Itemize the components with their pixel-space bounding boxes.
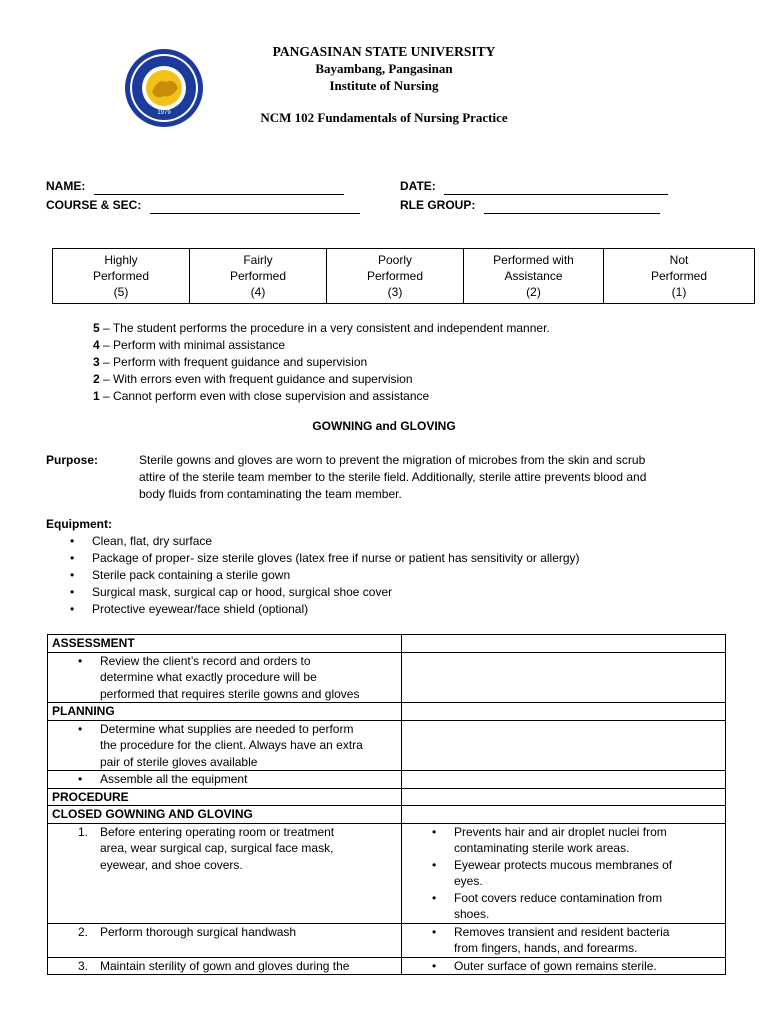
equipment-item: • Protective eyewear/face shield (optional) (46, 601, 580, 618)
purpose-line: attire of the sterile team member to the sterile field. Additionally, sterile attire prevents blood and (139, 470, 647, 484)
step-line: determine what exactly procedure will be (100, 670, 317, 684)
rating-cell-2 (464, 249, 604, 304)
empty-cell (402, 635, 726, 653)
rating-text: Performed (229, 269, 287, 283)
scale-legend (93, 320, 550, 405)
scale-number: 3 (93, 355, 100, 369)
rating-score: (3) (387, 285, 403, 299)
planning-step (48, 771, 402, 789)
rating-text: Not (669, 253, 689, 267)
rating-score: (4) (250, 285, 266, 299)
rationale-line: contaminating sterile work areas. (454, 841, 630, 855)
step-number: 1. (78, 824, 89, 839)
scale-item (93, 337, 550, 354)
course-line[interactable] (150, 201, 360, 214)
assessment-heading: ASSESSMENT (48, 635, 402, 653)
institute-name: Institute of Nursing (329, 78, 439, 93)
rationale-line: • Removes transient and resident bacteria (454, 924, 670, 939)
assessment-step (48, 652, 402, 703)
rationale-item: • Outer surface of gown remains sterile. (406, 958, 721, 975)
rating-cell-1 (604, 249, 755, 304)
step-number: 2. (78, 924, 89, 939)
name-label: NAME: (46, 179, 86, 193)
numbered-item (52, 924, 397, 941)
date-field[interactable] (400, 177, 668, 195)
rationale-item (406, 890, 721, 923)
rating-text: Performed (650, 269, 708, 283)
step-1-rationale (402, 823, 726, 923)
rationale-line: shoes. (454, 907, 490, 921)
numbered-item (52, 824, 397, 874)
step-line: eyewear, and shoe covers. (100, 857, 243, 872)
procedure-table (47, 634, 726, 975)
bullet-item: • Assemble all the equipment (52, 771, 397, 788)
planning-step (48, 720, 402, 771)
scale-text: – Perform with frequent guidance and supervision (99, 355, 368, 369)
equipment-list (46, 533, 580, 618)
rating-text: Performed (366, 269, 424, 283)
bullet-item (52, 721, 397, 771)
scale-text: – The student performs the procedure in a very consistent and independent manner. (99, 321, 550, 335)
step-3 (48, 957, 402, 975)
rationale-line: from fingers, hands, and forearms. (454, 941, 638, 955)
procedure-heading: PROCEDURE (48, 788, 402, 806)
rating-cell-5 (53, 249, 190, 304)
empty-cell (402, 652, 726, 703)
closed-gowning-heading: CLOSED GOWNING AND GLOVING (48, 806, 402, 824)
rating-text: Assistance (504, 269, 563, 283)
rationale-item (406, 857, 721, 890)
scale-number: 5 (93, 321, 100, 335)
rating-text: Poorly (377, 253, 412, 267)
step-2 (48, 923, 402, 957)
equipment-item: • Clean, flat, dry surface (46, 533, 580, 550)
step-number: 3. (78, 958, 89, 973)
svg-text:1979: 1979 (157, 110, 171, 116)
purpose-label: Purpose: (46, 453, 99, 467)
rating-text: Fairly (243, 253, 273, 267)
rationale-line: • Eyewear protects mucous membranes of (454, 857, 673, 872)
section-title: GOWNING and GLOVING (312, 419, 456, 433)
bullet-item (52, 653, 397, 703)
step-3-rationale (402, 957, 726, 975)
scale-number: 4 (93, 338, 100, 352)
rating-score: (1) (671, 285, 687, 299)
scale-text: – With errors even with frequent guidance and supervision (99, 372, 413, 386)
purpose-line: body fluids from contaminating the team member. (139, 487, 402, 501)
step-line: the procedure for the client. Always have an extra (100, 738, 363, 752)
step-line: Perform thorough surgical handwash (100, 924, 297, 939)
rating-score: (2) (526, 285, 541, 299)
rating-scale-table (52, 248, 755, 304)
numbered-item (52, 958, 397, 975)
campus-name: Bayambang, Pangasinan (315, 61, 453, 76)
empty-cell (402, 771, 726, 789)
rationale-item (406, 924, 721, 957)
step-1 (48, 823, 402, 923)
step-line: area, wear surgical cap, surgical face mask, (100, 841, 334, 855)
empty-cell (402, 720, 726, 771)
purpose-line: Sterile gowns and gloves are worn to prevent the migration of microbes from the skin and scrub (139, 453, 646, 467)
rationale-line: eyes. (454, 874, 483, 888)
empty-cell (402, 788, 726, 806)
course-field[interactable] (46, 196, 360, 214)
rle-label: RLE GROUP: (400, 198, 476, 212)
step-2-rationale (402, 923, 726, 957)
scale-item (93, 354, 550, 371)
planning-heading: PLANNING (48, 703, 402, 721)
step-line: • Review the client’s record and orders to (100, 653, 311, 668)
equipment-item: • Package of proper- size sterile gloves (latex free if nurse or patient has sensitivity or allergy) (46, 550, 580, 567)
scale-text: – Perform with minimal assistance (99, 338, 286, 352)
rating-text: Highly (104, 253, 138, 267)
step-line: Before entering operating room or treatment (100, 824, 335, 839)
name-line[interactable] (94, 182, 344, 195)
rle-line[interactable] (484, 201, 660, 214)
equipment-item: • Sterile pack containing a sterile gown (46, 567, 580, 584)
empty-cell (402, 703, 726, 721)
step-line: • Determine what supplies are needed to perform (100, 721, 354, 736)
course-label: COURSE & SEC: (46, 198, 142, 212)
university-name: PANGASINAN STATE UNIVERSITY (272, 44, 496, 59)
scale-item (93, 320, 550, 337)
empty-cell (402, 806, 726, 824)
equipment-label: Equipment: (46, 517, 112, 531)
rating-text: Performed (92, 269, 150, 283)
step-line: Maintain sterility of gown and gloves during the (100, 958, 350, 973)
date-label: DATE: (400, 179, 436, 193)
date-line[interactable] (444, 182, 668, 195)
purpose-text (139, 452, 739, 503)
rating-cell-4 (190, 249, 327, 304)
scale-number: 2 (93, 372, 100, 386)
rating-cell-3 (327, 249, 464, 304)
step-line: performed that requires sterile gowns and gloves (100, 686, 360, 701)
step-line: pair of sterile gloves available (100, 754, 258, 769)
scale-text: – Cannot perform even with close supervision and assistance (99, 389, 430, 403)
rating-text: Performed with (493, 253, 574, 267)
course-title: NCM 102 Fundamentals of Nursing Practice (260, 110, 508, 125)
rle-field[interactable] (400, 196, 660, 214)
scale-item (93, 388, 550, 405)
rationale-line: • Foot covers reduce contamination from (454, 890, 663, 905)
rationale-line: • Prevents hair and air droplet nuclei from (454, 824, 667, 839)
rating-score: (5) (113, 285, 129, 299)
scale-item (93, 371, 550, 388)
name-field[interactable] (46, 177, 344, 195)
equipment-item: • Surgical mask, surgical cap or hood, surgical shoe cover (46, 584, 580, 601)
scale-number: 1 (93, 389, 100, 403)
rationale-item (406, 824, 721, 857)
